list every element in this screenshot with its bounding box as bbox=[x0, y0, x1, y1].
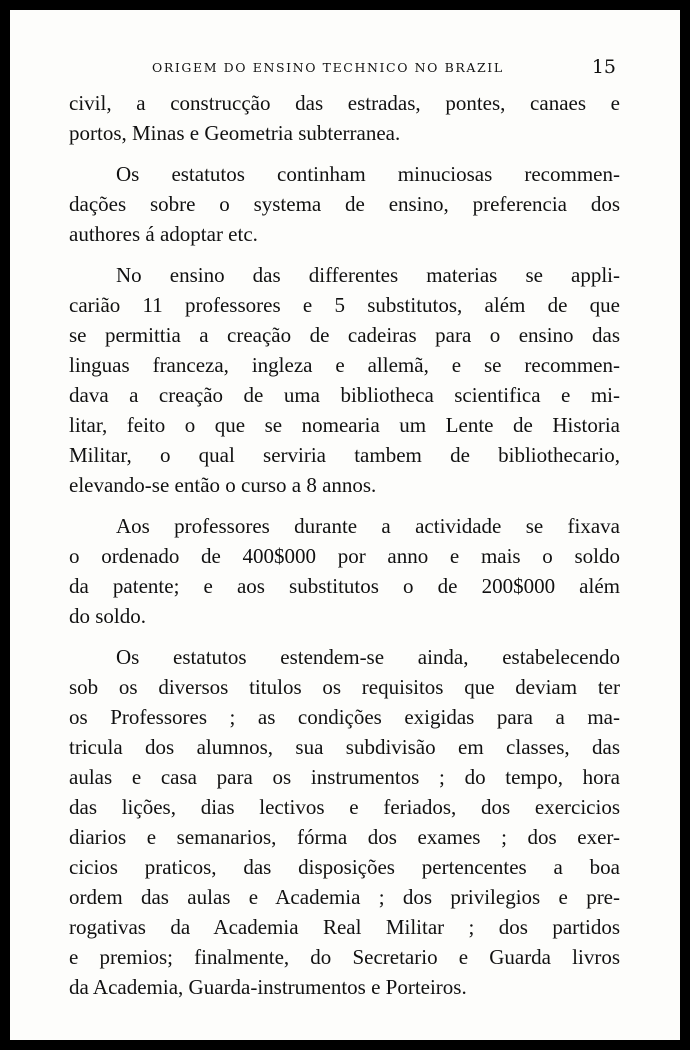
text-line: da Academia, Guarda-instrumentos e Porteiros. bbox=[69, 975, 467, 999]
text-line: No ensino das differentes materias se appli- bbox=[116, 263, 620, 287]
body-text bbox=[69, 88, 620, 1013]
text-line: os Professores ; as condições exigidas para a ma- bbox=[69, 705, 620, 729]
running-title: ORIGEM DO ENSINO TECHNICO NO BRAZIL bbox=[152, 60, 504, 75]
text-line: dações sobre o systema de ensino, preferencia dos bbox=[69, 192, 620, 216]
text-line: se permittia a creação de cadeiras para o ensino das bbox=[69, 323, 620, 347]
text-line: cicios praticos, das disposições pertencentes a boa bbox=[69, 855, 620, 879]
text-line: aulas e casa para os instrumentos ; do tempo, hora bbox=[69, 765, 620, 789]
text-line: tricula dos alumnos, sua subdivisão em classes, das bbox=[69, 735, 620, 759]
page-number: 15 bbox=[591, 56, 616, 78]
text-line: do soldo. bbox=[69, 604, 147, 628]
text-line: elevando-se então o curso a 8 annos. bbox=[69, 473, 377, 497]
text-line: diarios e semanarios, fórma dos exames ; dos exer- bbox=[69, 825, 620, 849]
paragraph bbox=[69, 260, 620, 500]
paragraph bbox=[69, 159, 620, 249]
text-line: da patente; e aos substitutos o de 200$000 além bbox=[69, 574, 620, 598]
text-line: ordem das aulas e Academia ; dos privilegios e pre- bbox=[69, 885, 620, 909]
paragraph bbox=[69, 642, 620, 1002]
text-line: dava a creação de uma bibliotheca scientifica e mi- bbox=[69, 383, 620, 407]
text-line: das lições, dias lectivos e feriados, dos exercicios bbox=[69, 795, 620, 819]
text-line: linguas franceza, ingleza e allemã, e se recommen- bbox=[69, 353, 620, 377]
text-line: authores á adoptar etc. bbox=[69, 222, 258, 246]
text-line: Aos professores durante a actividade se fixava bbox=[116, 514, 620, 538]
text-line: carião 11 professores e 5 substitutos, além de que bbox=[69, 293, 620, 317]
text-line: rogativas da Academia Real Militar ; dos partidos bbox=[69, 915, 620, 939]
paragraph bbox=[69, 511, 620, 631]
text-line: Os estatutos estendem-se ainda, estabelecendo bbox=[116, 645, 620, 669]
running-header bbox=[68, 56, 620, 82]
text-line: Militar, o qual serviria tambem de bibliothecario, bbox=[69, 443, 620, 467]
text-line: portos, Minas e Geometria subterranea. bbox=[69, 121, 401, 145]
text-line: Os estatutos continham minuciosas recommen- bbox=[116, 162, 620, 186]
text-line: civil, a construcção das estradas, pontes, canaes e bbox=[69, 91, 620, 115]
book-page bbox=[10, 10, 680, 1040]
paragraph bbox=[69, 88, 620, 148]
text-line: o ordenado de 400$000 por anno e mais o soldo bbox=[69, 544, 620, 568]
text-line: sob os diversos titulos os requisitos que deviam ter bbox=[69, 675, 620, 699]
text-line: litar, feito o que se nomearia um Lente de Historia bbox=[69, 413, 620, 437]
text-line: e premios; finalmente, do Secretario e Guarda livros bbox=[69, 945, 620, 969]
